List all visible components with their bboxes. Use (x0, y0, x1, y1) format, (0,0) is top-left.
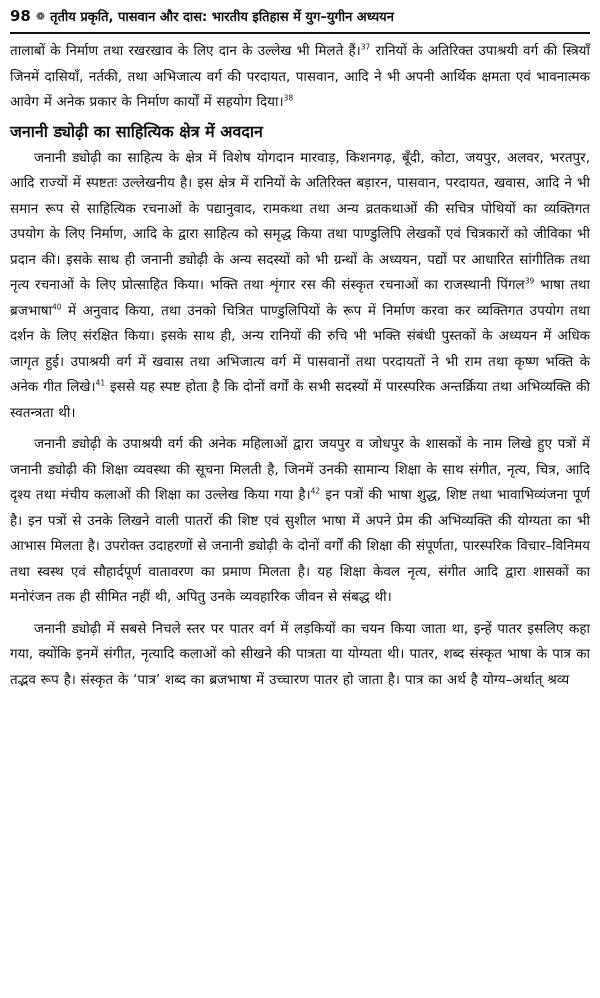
flower-ornament-icon: ❁ (35, 9, 46, 23)
footnote-ref: 37 (360, 42, 371, 52)
footnote-ref: 38 (283, 93, 294, 103)
footnote-ref: 39 (524, 276, 535, 286)
paragraph-text: तालाबों के निर्माण तथा रखरखाव के लिए दान के उल्लेख भी मिलते हैं। (10, 43, 361, 59)
footnote-ref: 42 (310, 486, 321, 496)
running-header-title: तृतीय प्रकृति, पासवान और दास: भारतीय इतिहास में युग–युगीन अध्ययन (50, 10, 394, 25)
paragraph-text: जनानी ड्योढ़ी के उपाश्रयी वर्ग की अनेक महिलाओं द्वारा जयपुर व जोधपुर के शासकों के नाम लिखे हुए पत्रों में जनानी ड्योढ़ी की शिक्षा व्यवस्था की सूचना मिलती है, जिनमें उनकी सामान्य शिक्षा के साथ संगीत, नृत्य, चित्र, आदि दृश्य तथा मंचीय कलाओं की शिक्षा का उल्लेख किया गया है। (10, 436, 590, 503)
paragraph-text: में अनुवाद किया, तथा उनको चित्रित पाण्डुलिपियों के रूप में निर्माण करवा कर व्यक्तिगत उपयोग तथा दर्शन के लिए संरक्षित किया। इसके साथ ही, अन्य रानियों की रुचि भी भक्ति संबंधी पुस्तकों के अध्ययन में अधिक जागृत हुई। उपाश्रयी वर्ग में खवास तथा अभिजात्य वर्ग में पासवानों तथा परदायतों ने भी राम तथा कृष्ण भक्ति के अनेक गीत लिखे। (10, 302, 590, 395)
running-header (10, 0, 590, 32)
paragraph-text: जनानी ड्योढ़ी में सबसे निचले स्तर पर पातर वर्ग में लड़कियों का चयन किया जाता था, इन्हें पातर इसलिए कहा गया, क्योंकि इनमें संगीत, नृत्यादि कलाओं को सीखने की पात्रता या योग्यता थी। पातर, शब्द संस्कृत भाषा के पात्र का तद्भव रूप है। संस्कृत के ‘पात्र’ शब्द का ब्रजभाषा में उच्चारण पातर हो जाता है। पात्र का अर्थ है योग्य–अर्थात् श्रव्य (10, 620, 590, 688)
paragraph-text: भाषा तथा ब्रजभाषा (10, 277, 591, 319)
footnote-ref: 41 (95, 378, 106, 388)
page-number: 98 (10, 7, 31, 25)
header-rule (10, 32, 590, 34)
paragraph-3 (10, 432, 590, 611)
footnote-ref: 40 (52, 302, 62, 311)
paragraph-2 (10, 146, 590, 427)
paragraph-text: जनानी ड्योढ़ी का साहित्य के क्षेत्र में विशेष योगदान मारवाड़, किशनगढ़, बूँदी, कोटा, जयपुर, अलवर, भरतपुर, आदि राज्यों में स्पष्टतः उल्लेखनीय है। इस क्षेत्र में रानियों के अतिरिक्त बड़ारन, पासवान, परदायत, खवास, आदि ने भी समान रूप से साहित्यिक रचनाओं के पद्यानुवाद, रामकथा तथा अन्य व्रतकथाओं की सचित्र पोथियों का व्यक्तिगत उपयोग के लिए निर्माण, आदि के द्वारा साहित्य को समृद्ध किया तथा पाण्डुलिपि लेखकों एवं चित्रकारों को जीविका भी प्रदान की। इसके साथ ही जनानी ड्योढ़ी के अन्य सदस्यों को भी ग्रन्थों के अध्ययन, पद्यों पर आधारित सांगीतिक तथा नृत्य रचनाओं के लिए प्रोत्साहित किया। भक्ति तथा शृंगार रस की संस्कृत रचनाओं का राजस्थानी पिंगल (10, 149, 590, 293)
paragraph-1 (10, 39, 590, 116)
paragraph-text: इन पत्रों की भाषा शुद्ध, शिष्ट तथा भावाभिव्यंजना पूर्ण है। इन पत्रों से उनके लिखने वाली पातरों की शिष्ट एवं सुशील भाषा में अपने प्रेम की अभिव्यक्ति की योग्यता का भी आभास मिलता है। उपरोक्त उदाहरणों से जनानी ड्योढ़ी के दोनों वर्गों की शिक्षा की संपूर्णता, पारस्परिक विचार–विनिमय तथा स्वस्थ एवं सौहार्दपूर्ण वातावरण का प्रमाण मिलता है। यह शिक्षा केवल नृत्य, संगीत आदि द्वारा शासकों का मनोरंजन तक ही सीमित नहीं थी, अपितु उनके व्यवहारिक जीवन से संबद्ध थी। (10, 487, 590, 605)
paragraph-text: रानियों के अतिरिक्त उपाश्रयी वर्ग की स्त्रियाँ जिनमें दासियाँ, नर्तकी, तथा अभिजात्य वर्ग की परदायत, पासवान, आदि ने भी अपनी आर्थिक क्षमता एवं भावनात्मक आवेग में अनेक प्रकार के निर्माण कार्यों में सहयोग दिया। (10, 43, 591, 110)
section-heading: जनानी ड्योढ़ी का साहित्यिक क्षेत्र में अवदान (10, 121, 263, 141)
paragraph-text: इससे यह स्पष्ट होता है कि दोनों वर्गों के सभी सदस्यों में पारस्परिक अन्तर्क्रिया तथा अभिव्यक्ति की स्वतन्त्रता थी। (10, 379, 590, 421)
paragraph-4 (10, 617, 590, 694)
